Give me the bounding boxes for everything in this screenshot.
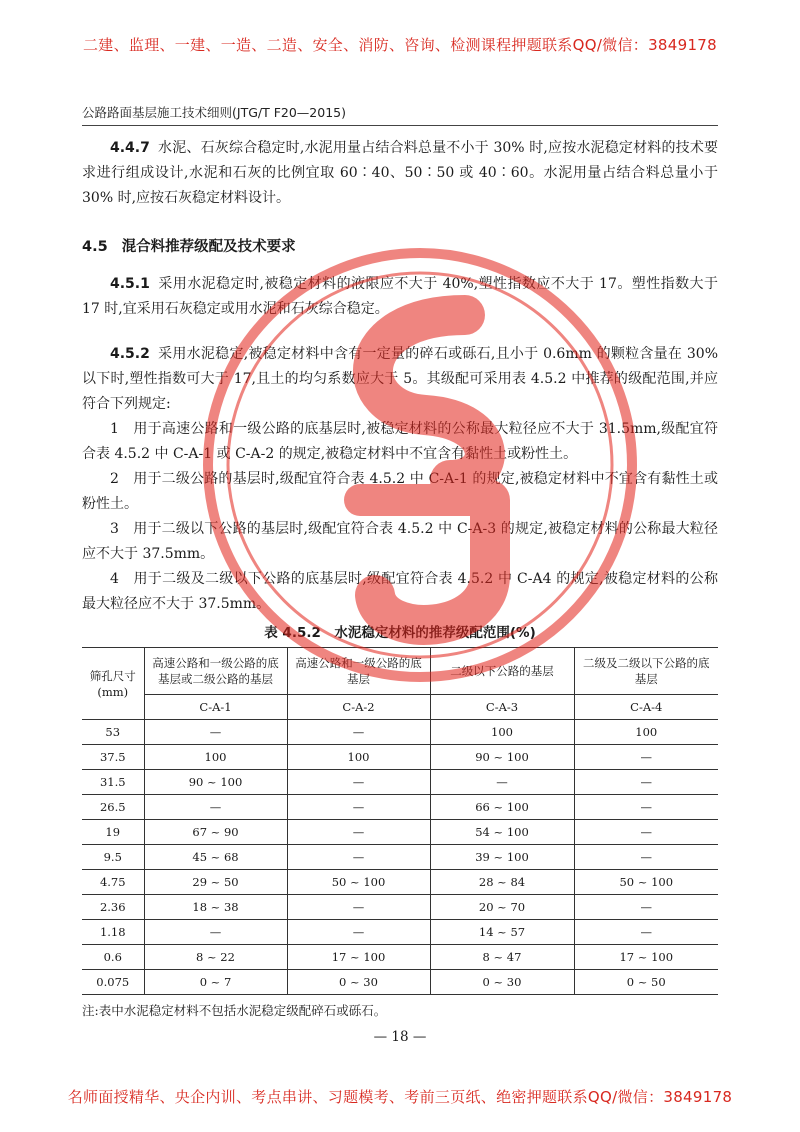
table-cell: 50 ~ 100 [574, 870, 718, 895]
table-cell: 45 ~ 68 [144, 845, 287, 870]
table-body [82, 720, 718, 995]
clause-item: 2 用于二级公路的基层时,级配宜符合表 4.5.2 中 C-A-1 的规定,被稳定材料中不宜含有黏性土或粉性土。 [82, 471, 718, 512]
table-cell: 100 [287, 745, 430, 770]
table-cell: — [287, 795, 430, 820]
table-cell: — [574, 920, 718, 945]
table-row [82, 845, 718, 870]
table-cell: 54 ~ 100 [430, 820, 574, 845]
table-cell: 67 ~ 90 [144, 820, 287, 845]
table-row [82, 970, 718, 995]
sieve-size-header: 筛孔尺寸(mm) [82, 648, 144, 720]
table-cell: — [144, 795, 287, 820]
page-number: — 18 — [373, 1029, 427, 1045]
table-cell: — [574, 895, 718, 920]
column-header: 高速公路和一级公路的底基层或二级公路的基层 [144, 648, 287, 695]
sieve-size-cell: 0.075 [82, 970, 144, 995]
clause-text: 水泥、石灰综合稳定时,水泥用量占结合料总量不小于 30% 时,应按水泥稳定材料的技术要求进行组成设计,水泥和石灰的比例宜取 60∶40、50∶50 或 40∶60。水泥用量占结合料总量小于 30% 时,应按石灰稳定材料设计。 [82, 140, 718, 206]
table-note: 注:表中水泥稳定材料不包括水泥稳定级配碎石或砾石。 [82, 1003, 387, 1018]
clause-item: 1 用于高速公路和一级公路的底基层时,被稳定材料的公称最大粒径应不大于 31.5mm,级配宜符合表 4.5.2 中 C-A-1 或 C-A-2 的规定,被稳定材料中不宜含有黏性土或粉性土。 [82, 421, 718, 462]
table-cell: 90 ~ 100 [430, 745, 574, 770]
table-cell: — [574, 745, 718, 770]
sieve-size-cell: 26.5 [82, 795, 144, 820]
table-cell: — [287, 820, 430, 845]
table-cell: — [144, 720, 287, 745]
table-cell: 14 ~ 57 [430, 920, 574, 945]
table-cell: 39 ~ 100 [430, 845, 574, 870]
sieve-size-cell: 4.75 [82, 870, 144, 895]
table-cell: 0 ~ 7 [144, 970, 287, 995]
section-heading-4-5 [82, 235, 718, 256]
clause-item: 3 用于二级以下公路的基层时,级配宜符合表 4.5.2 中 C-A-3 的规定,被稳定材料的公称最大粒径应不大于 37.5mm。 [82, 521, 718, 562]
clause-text: 采用水泥稳定,被稳定材料中含有一定量的碎石或砾石,且小于 0.6mm 的颗粒含量在 30% 以下时,塑性指数可大于 17,且土的均匀系数应大于 5。其级配可采用表 4.5.2 中推荐的级配范围,并应符合下列规定: [82, 346, 718, 412]
table-cell: — [574, 770, 718, 795]
sieve-size-cell: 19 [82, 820, 144, 845]
column-header: 二级以下公路的基层 [430, 648, 574, 695]
table-cell: — [287, 770, 430, 795]
clause-4-5-2 [82, 342, 718, 417]
section-number: 4.5 [82, 239, 108, 255]
table-row [82, 745, 718, 770]
section-title: 混合料推荐级配及技术要求 [121, 239, 296, 255]
table-cell: 18 ~ 38 [144, 895, 287, 920]
table-cell: — [287, 895, 430, 920]
table-row [82, 945, 718, 970]
grading-code: C-A-3 [430, 695, 574, 720]
sieve-size-cell: 2.36 [82, 895, 144, 920]
clause-number: 4.4.7 [110, 140, 150, 156]
clause-number: 4.5.1 [110, 276, 150, 292]
table-cell: — [287, 920, 430, 945]
table-header-row [82, 648, 718, 695]
table-cell: 29 ~ 50 [144, 870, 287, 895]
table-cell: — [144, 920, 287, 945]
table-cell: — [287, 720, 430, 745]
table-cell: — [287, 845, 430, 870]
table-row [82, 770, 718, 795]
column-header: 二级及二级以下公路的底基层 [574, 648, 718, 695]
table-cell: 0 ~ 30 [287, 970, 430, 995]
top-promo-banner: 二建、监理、一建、一造、二造、安全、消防、咨询、检测课程押题联系QQ/微信：3849178 [83, 36, 717, 54]
table-cell: 100 [144, 745, 287, 770]
running-header: 公路路面基层施工技术细则(JTG/T F20—2015) [82, 105, 346, 120]
clause-text: 采用水泥稳定时,被稳定材料的液限应不大于 40%,塑性指数应不大于 17。塑性指数大于 17 时,宜采用石灰稳定或用水泥和石灰综合稳定。 [82, 276, 718, 317]
table-cell: 20 ~ 70 [430, 895, 574, 920]
table-cell: 17 ~ 100 [287, 945, 430, 970]
table-cell: 50 ~ 100 [287, 870, 430, 895]
table-cell: 90 ~ 100 [144, 770, 287, 795]
table-row [82, 895, 718, 920]
header-rule [82, 125, 718, 126]
table-cell: — [574, 845, 718, 870]
table-cell: 8 ~ 47 [430, 945, 574, 970]
table-row [82, 795, 718, 820]
table-cell: — [574, 820, 718, 845]
grading-code: C-A-1 [144, 695, 287, 720]
table-row [82, 820, 718, 845]
sieve-size-cell: 9.5 [82, 845, 144, 870]
sieve-size-cell: 31.5 [82, 770, 144, 795]
clause-4-4-7 [82, 136, 718, 211]
grading-table [82, 647, 718, 995]
clause-item: 4 用于二级及二级以下公路的底基层时,级配宜符合表 4.5.2 中 C-A4 的规定,被稳定材料的公称最大粒径应不大于 37.5mm。 [82, 571, 718, 612]
grading-code: C-A-4 [574, 695, 718, 720]
table-cell: 28 ~ 84 [430, 870, 574, 895]
table-cell: — [430, 770, 574, 795]
table-cell: 0 ~ 50 [574, 970, 718, 995]
table-row [82, 720, 718, 745]
table-cell: 66 ~ 100 [430, 795, 574, 820]
table-cell: — [574, 795, 718, 820]
clause-number: 4.5.2 [110, 346, 150, 362]
clause-4-5-1 [82, 272, 718, 322]
table-cell: 100 [430, 720, 574, 745]
table-row [82, 920, 718, 945]
table-cell: 100 [574, 720, 718, 745]
column-header: 高速公路和一级公路的底基层 [287, 648, 430, 695]
table-cell: 17 ~ 100 [574, 945, 718, 970]
table-cell: 8 ~ 22 [144, 945, 287, 970]
sieve-size-cell: 1.18 [82, 920, 144, 945]
table-code-row [82, 695, 718, 720]
table-row [82, 870, 718, 895]
grading-code: C-A-2 [287, 695, 430, 720]
bottom-promo-banner: 名师面授精华、央企内训、考点串讲、习题模考、考前三页纸、绝密押题联系QQ/微信：3849178 [67, 1088, 733, 1106]
sieve-size-cell: 37.5 [82, 745, 144, 770]
table-caption: 表 4.5.2 水泥稳定材料的推荐级配范围(%) [264, 625, 536, 641]
page-content [82, 136, 718, 1045]
sieve-size-cell: 0.6 [82, 945, 144, 970]
sieve-size-cell: 53 [82, 720, 144, 745]
table-cell: 0 ~ 30 [430, 970, 574, 995]
